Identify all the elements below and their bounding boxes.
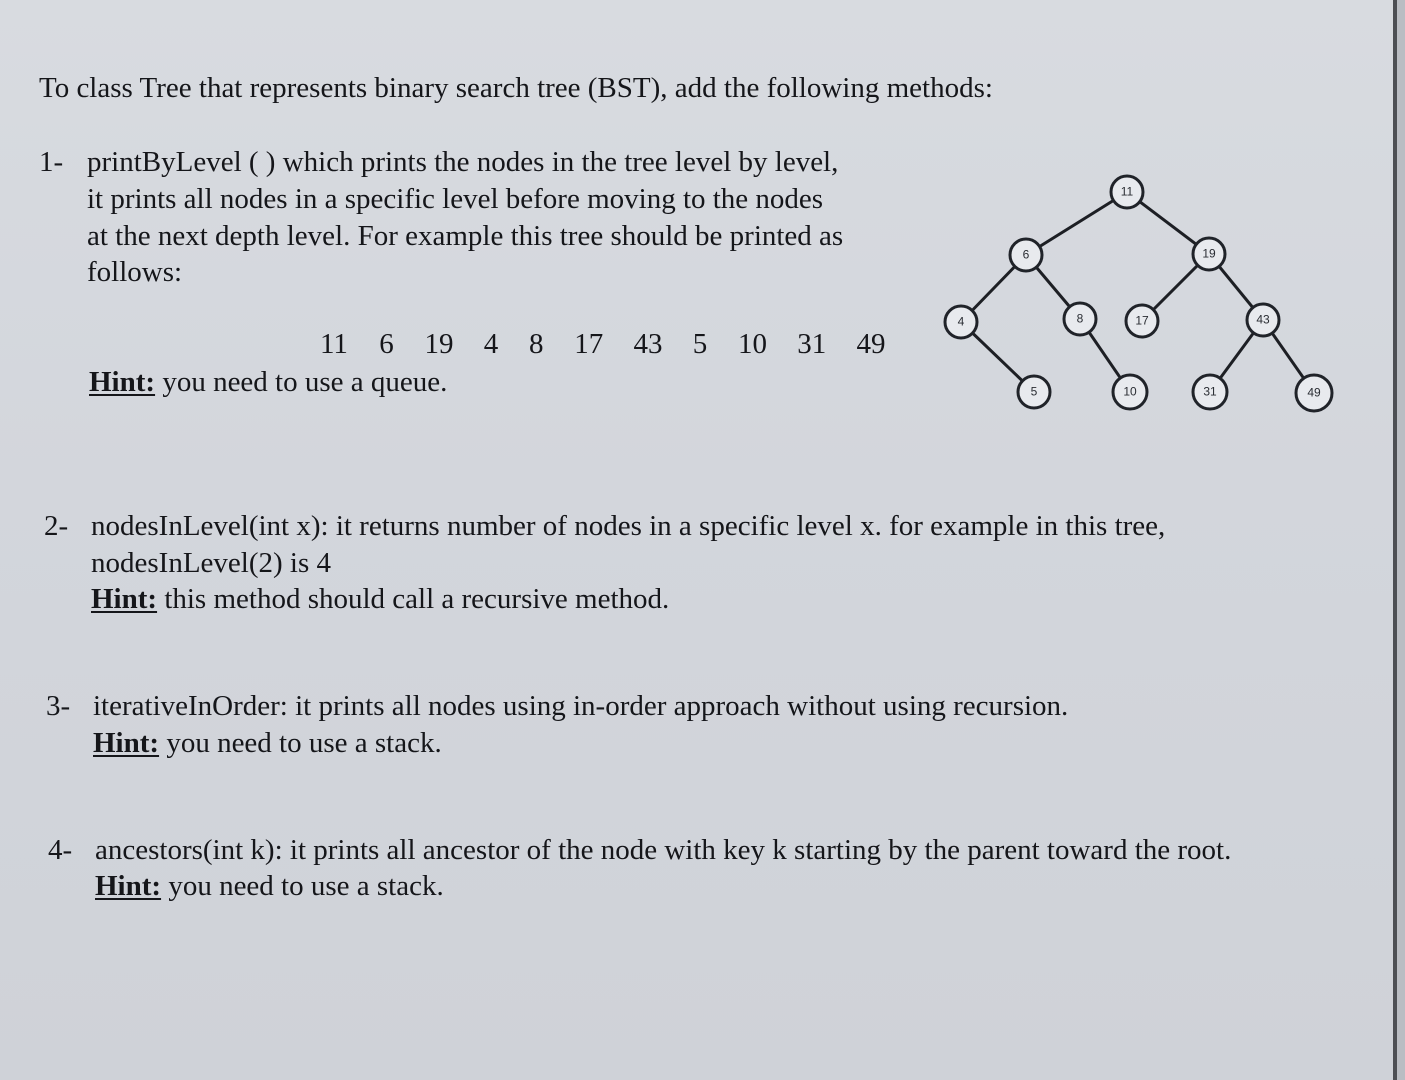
item-1-hint-label: Hint: <box>89 366 156 398</box>
item-2-line-1 <box>91 512 1165 541</box>
item-2-hint <box>91 585 669 614</box>
item-2-number-label: 2- <box>44 510 69 542</box>
tree-node-10 <box>1113 375 1147 409</box>
item-4-line-1-text: ancestors(int k): it prints all ancestor of the node with key k starting by the parent toward the root. <box>95 834 1232 866</box>
tree-node-49 <box>1296 375 1332 411</box>
item-4-hint <box>95 872 444 901</box>
item-1-line-4-text: follows: <box>87 256 183 288</box>
example-output <box>320 330 909 359</box>
item-4-number <box>48 836 72 865</box>
tree-node-label-8: 8 <box>1076 311 1084 326</box>
example-output-value: 5 <box>692 328 708 360</box>
item-1-hint <box>89 368 447 397</box>
tree-node-label-43: 43 <box>1256 312 1270 327</box>
item-1-line-1 <box>87 148 838 177</box>
tree-node-label-5: 5 <box>1030 384 1038 399</box>
intro-text <box>39 74 993 103</box>
item-1-line-4 <box>87 258 182 287</box>
tree-node-label-10: 10 <box>1123 384 1137 399</box>
item-1-line-1-text: printByLevel ( ) which prints the nodes in the tree level by level, <box>87 146 839 178</box>
tree-node-11 <box>1111 176 1143 208</box>
example-output-value: 4 <box>483 328 499 360</box>
item-1-number <box>39 148 63 177</box>
item-4-number-label: 4- <box>48 834 73 866</box>
page-edge <box>1393 0 1397 1080</box>
example-output-value: 19 <box>424 328 454 360</box>
example-output-value: 6 <box>379 328 394 360</box>
item-3-hint-label: Hint: <box>93 727 160 759</box>
intro-sentence: To class Tree that represents binary search tree (BST), add the following methods: <box>39 72 993 104</box>
item-3-number-label: 3- <box>46 690 71 722</box>
tree-node-label-6: 6 <box>1022 247 1030 262</box>
tree-node-label-31: 31 <box>1203 384 1217 399</box>
item-1-line-2-text: it prints all nodes in a specific level before moving to the nodes <box>87 183 824 215</box>
item-2-line-2 <box>91 549 331 578</box>
item-3-hint-text: you need to use a stack. <box>159 727 442 759</box>
item-2-hint-text: this method should call a recursive method. <box>157 583 670 615</box>
item-1-hint-text: you need to use a queue. <box>155 366 448 398</box>
tree-node-19 <box>1193 238 1225 270</box>
tree-node-label-11: 11 <box>1120 184 1134 199</box>
tree-edges <box>961 192 1314 393</box>
item-4-hint-label: Hint: <box>95 870 162 902</box>
item-3-number <box>46 692 70 721</box>
binary-tree-diagram <box>930 165 1350 420</box>
example-output-value: 8 <box>529 328 544 360</box>
item-1-line-3 <box>87 222 843 251</box>
item-2-line-2-text: nodesInLevel(2) is 4 <box>91 547 331 579</box>
item-1-number-label: 1- <box>39 146 64 178</box>
item-2-hint-label: Hint: <box>91 583 158 615</box>
example-output-value: 43 <box>633 328 663 360</box>
tree-node-8 <box>1064 303 1096 335</box>
tree-node-label-4: 4 <box>957 314 965 329</box>
example-output-value: 11 <box>320 328 348 360</box>
tree-node-17 <box>1126 305 1158 337</box>
item-4-hint-text: you need to use a stack. <box>161 870 444 902</box>
tree-node-4 <box>945 306 977 338</box>
item-1-line-2 <box>87 185 823 214</box>
example-output-value: 49 <box>856 328 886 360</box>
example-output-value: 31 <box>797 328 827 360</box>
item-2-number <box>44 512 68 541</box>
item-1-line-3-text: at the next depth level. For example this tree should be printed as <box>87 220 844 252</box>
item-2-line-1-text: nodesInLevel(int x): it returns number of nodes in a specific level x. for example in this tree, <box>91 510 1166 542</box>
tree-nodes <box>945 176 1332 411</box>
tree-node-label-17: 17 <box>1135 313 1149 328</box>
tree-node-label-49: 49 <box>1307 385 1321 400</box>
page-edge-shadow <box>1397 0 1405 1080</box>
tree-node-6 <box>1010 239 1042 271</box>
item-3-line-1 <box>93 692 1068 721</box>
example-output-value: 10 <box>738 328 767 360</box>
tree-node-5 <box>1018 376 1050 408</box>
tree-node-label-19: 19 <box>1202 246 1216 261</box>
tree-node-31 <box>1193 375 1227 409</box>
item-3-line-1-text: iterativeInOrder: it prints all nodes using in-order approach without using recursion. <box>93 690 1069 722</box>
example-output-value: 17 <box>574 328 604 360</box>
item-4-line-1 <box>95 836 1231 865</box>
tree-node-43 <box>1247 304 1279 336</box>
item-3-hint <box>93 729 442 758</box>
tree-edge-11-6 <box>1026 192 1127 255</box>
